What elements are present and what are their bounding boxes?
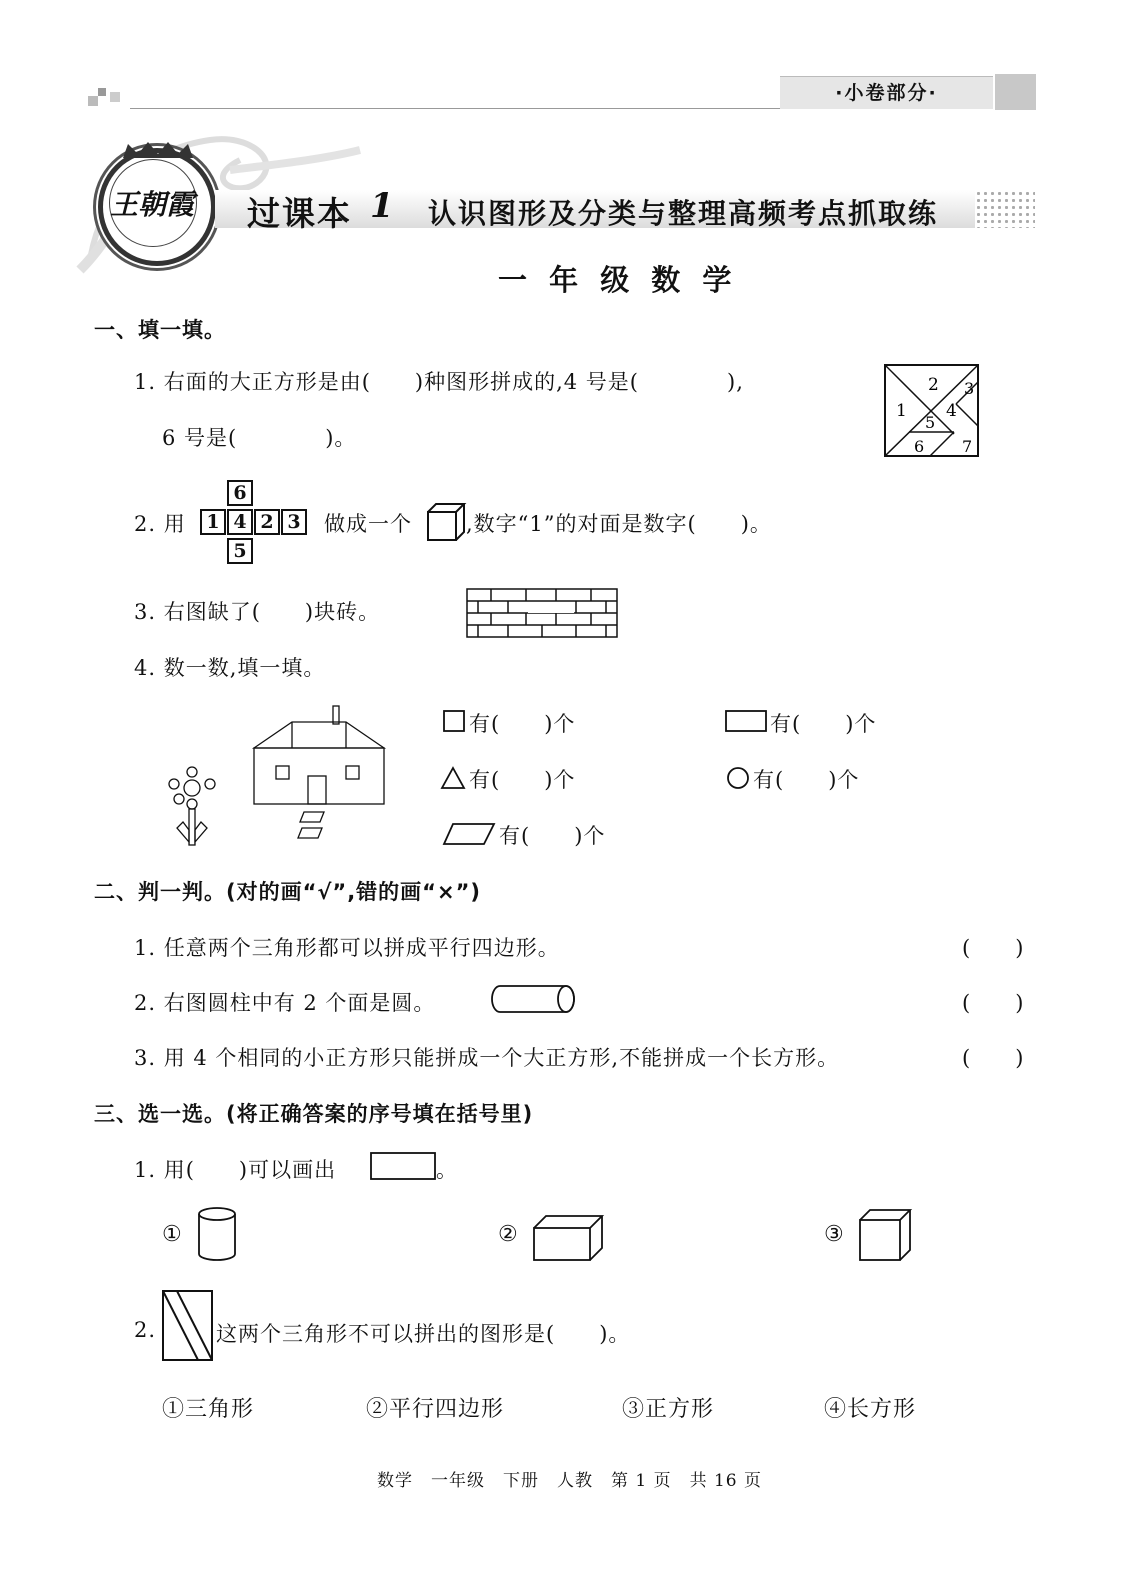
page-footer: 数学 一年级 下册 人教 第 1 页 共 16 页 <box>376 1471 763 1491</box>
choose-q1-suffix: 。 <box>436 1158 458 1182</box>
net-cell: 5 <box>227 538 253 564</box>
section2-title: 二、判一判。(对的画“√”,错的画“×”) <box>94 880 481 904</box>
tangram-label: 4 <box>946 401 957 421</box>
net-cell: 6 <box>227 480 253 506</box>
tangram-label: 3 <box>964 379 975 398</box>
option-label: ② <box>498 1222 519 1247</box>
count-parallelogram: 有( )个 <box>499 824 606 848</box>
cube-net <box>198 480 318 568</box>
tangram-label: 6 <box>914 437 925 456</box>
judge-blank: ( ) <box>962 936 1025 960</box>
flower-figure <box>165 766 221 848</box>
tangram-label: 5 <box>925 413 936 432</box>
q1-line1: 1. 右面的大正方形是由( )种图形拼成的,4 号是( ), <box>134 370 744 394</box>
count-circle: 有( )个 <box>753 768 860 792</box>
lesson-title: 认识图形及分类与整理高频考点抓取练 <box>428 197 939 230</box>
q4-text: 4. 数一数,填一填。 <box>134 656 326 680</box>
section-tag: ·小卷部分· <box>780 76 993 109</box>
judge-blank: ( ) <box>962 1046 1025 1070</box>
cylinder-icon <box>490 984 576 1014</box>
q2-option: ②平行四边形 <box>366 1397 505 1422</box>
judge-item: 3. 用 4 个相同的小正方形只能拼成一个大正方形,不能拼成一个长方形。 <box>134 1046 840 1070</box>
circle-icon <box>726 766 750 790</box>
parallelogram-icon <box>443 823 495 845</box>
option-label: ③ <box>824 1222 845 1247</box>
cuboid-option-icon <box>532 1214 604 1262</box>
judge-blank: ( ) <box>962 991 1025 1015</box>
option-label: ① <box>162 1222 183 1247</box>
q2-option: ③正方形 <box>622 1397 715 1422</box>
tangram-label: 1 <box>896 401 907 421</box>
tangram-label: 2 <box>928 375 939 395</box>
q2-tail: ,数字“1”的对面是数字( )。 <box>466 512 772 536</box>
net-cell: 2 <box>254 509 280 535</box>
square-icon <box>443 710 465 732</box>
lesson-number: 1 <box>370 186 394 226</box>
header-rule <box>130 108 780 109</box>
section1-title: 一、填一填。 <box>94 318 226 342</box>
title-bar-dots <box>975 190 1035 228</box>
section-tag-block <box>995 74 1036 110</box>
cylinder-option-icon <box>196 1206 238 1262</box>
count-square: 有( )个 <box>469 712 576 736</box>
house-figure <box>250 704 390 844</box>
choose-q1: 1. 用( )可以画出 <box>134 1158 337 1182</box>
q2-suffix: 做成一个 <box>324 512 412 536</box>
two-triangles-icon <box>162 1290 214 1362</box>
judge-item: 2. 右图圆柱中有 2 个面是圆。 <box>134 991 436 1015</box>
q2-option: ④长方形 <box>824 1397 917 1422</box>
rectangle-icon <box>725 710 767 732</box>
q2-prefix: 2. 用 <box>134 512 186 536</box>
lesson-label: 过课本 <box>247 194 352 233</box>
judge-item: 1. 任意两个三角形都可以拼成平行四边形。 <box>134 936 560 960</box>
triangle-icon <box>441 767 465 789</box>
choose-q2-text: 这两个三角形不可以拼出的图形是( )。 <box>216 1322 631 1346</box>
tangram-label: 7 <box>962 437 973 456</box>
q3-text: 3. 右图缺了( )块砖。 <box>134 600 381 624</box>
cube-icon <box>426 502 466 542</box>
section3-title: 三、选一选。(将正确答案的序号填在括号里) <box>94 1102 534 1126</box>
net-cell: 4 <box>227 509 253 535</box>
net-cell: 1 <box>200 509 226 535</box>
rectangle-target-icon <box>370 1152 436 1180</box>
count-rectangle: 有( )个 <box>770 712 877 736</box>
logo-text: 王朝霞 <box>109 188 194 221</box>
q1-line2: 6 号是( )。 <box>162 426 357 450</box>
subject-title: 一 年 级 数 学 <box>498 263 738 297</box>
logo-badge <box>98 148 216 266</box>
net-cell: 3 <box>281 509 307 535</box>
cube-option-icon <box>858 1208 914 1262</box>
crown-icon <box>118 140 198 160</box>
count-triangle: 有( )个 <box>469 768 576 792</box>
choose-q2-prefix: 2. <box>134 1318 157 1342</box>
q2-option: ①三角形 <box>162 1397 255 1422</box>
brick-wall <box>466 588 618 638</box>
tangram-figure <box>884 364 980 458</box>
